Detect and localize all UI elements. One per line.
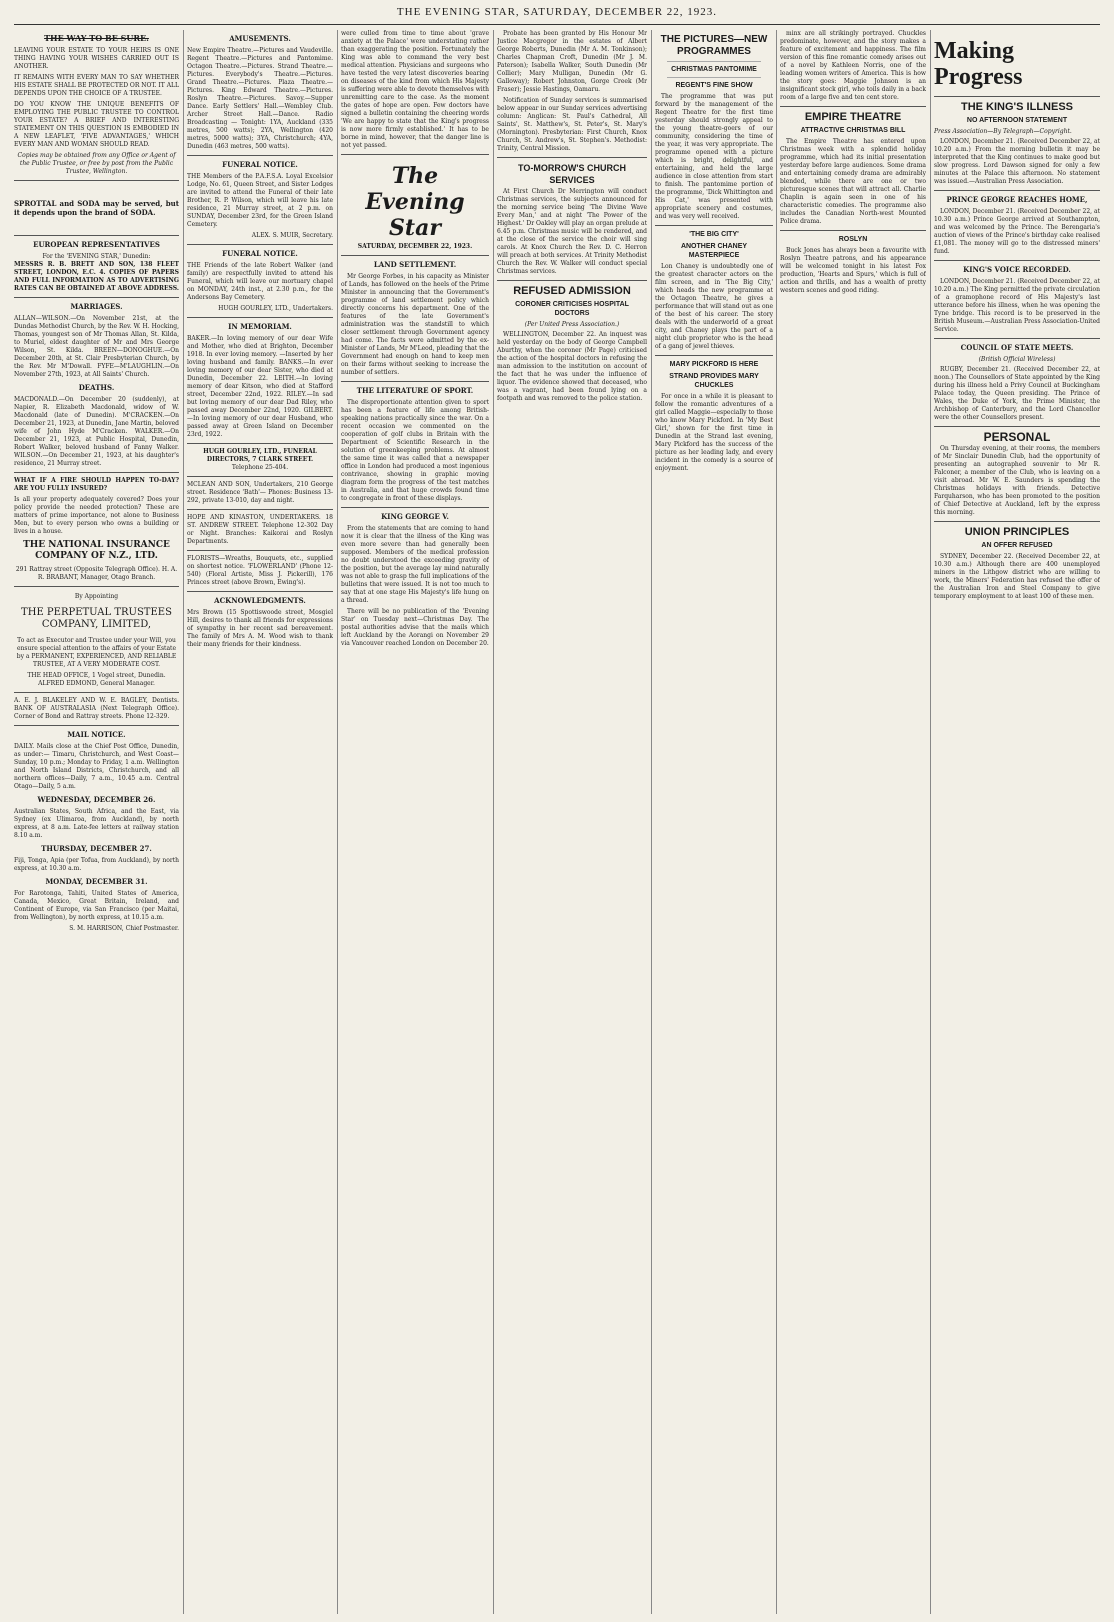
- empire-theatre-body: The Empire Theatre has entered upon Christmas week with a splendid holiday programme, which had its initial presentation yesterday before large audiences. Some drama and entertaining comedy drama are admirably blended, while there are one or two picturesque scenes that will attract all. Charlie Chaplin is again seen in one of his characteristic comedies. The programme also includes the Canadian North-west Mounted Police drama.: [780, 138, 926, 225]
- sunday-notification: Notification of Sunday services is summarised below appear in our Sunday services advertising column: Anglican: St. Paul's Cathedral, All Saints', St. Matthew's, St. Peter's, St. Mary's (Mornington). Presbyterian: First Church, Knox Church, St. Andrew's, St. Stephen's. Methodist: Trinity, Central Mission.: [497, 97, 647, 152]
- refused-admission-body: WELLINGTON, December 22. An inquest was held yesterday on the body of George Campbell Aburthy, when the coroner (Mr Page) criticised the action of the hospital doctors in refusing the man admission to the institution on account of the fact that he was under the influence of liquor. The evidence showed that deceased, who was a vagrant, had been found lying on a footpath and was removed to the police station.: [497, 331, 647, 402]
- kings-voice-heading: KING'S VOICE RECORDED.: [963, 265, 1071, 274]
- kings-illness-body: LONDON, December 21. (Received December 22, at 10.20 a.m.) From the morning bulletin it may be interpreted that the King continues to make good but slow progress. Lord Dawson signed for only a few minutes at the Palace this afternoon. No statement was issued.—Australian Press Association.: [934, 138, 1100, 185]
- acknowledgments-body: Mrs Brown (15 Spottiswoode street, Mosgiel Hill, desires to thank all friends for expressions of sympathy in her recent sad bereavement. The family of Mrs A. M. Wood wish to thank their many friends for their kindness.: [187, 609, 333, 648]
- divider: [14, 235, 179, 236]
- council-of-state-body: RUGBY, December 21. (Received December 22, at noon.) The Counsellors of State appointed by the King during his illness held a Privy Council at Buckingham Palace today, the Queen presiding. The Prince of Wales, the Duke of York, the Prime Minister, the Archbishop of Canterbury, and the Lord Chancellor were the other Counsellors present.: [934, 366, 1100, 421]
- roslyn-heading: ROSLYN: [838, 236, 868, 243]
- christmas-pantomime-heading: CHRISTMAS PANTOMIME: [671, 66, 757, 73]
- public-trustee-text-3: DO YOU KNOW THE UNIQUE BENEFITS OF EMPLOYING THE PUBLIC TRUSTEE TO CONTROL YOUR ESTATE? A BRIEF AND INTERESTING STATEMENT ON THIS QUESTION IS EMBODIED IN A NEW LEAFLET, 'FIVE ADVANTAGES,' WHICH EVERY MAN AND WOMAN SHOULD READ.: [14, 101, 179, 148]
- funeral-notice-body: THE Members of the P.A.F.S.A. Loyal Excelsior Lodge, No. 61, Queen Street, and Sister Lodges are invited to attend the Funeral of their late Brother, R. P. Wilson, which will leave his late residence, 21 Murray street, at 2 p.m. on SUNDAY, December 23rd, for the Green Island Cemetery.: [187, 173, 333, 228]
- refused-admission-subheading: CORONER CRITICISES HOSPITAL DOCTORS: [515, 301, 629, 317]
- prince-george-heading: PRINCE GEORGE REACHES HOME,: [946, 195, 1088, 204]
- column-rule: [183, 30, 184, 1614]
- column-6: [780, 30, 926, 1616]
- deaths-body: MACDONALD.—On December 20 (suddenly), at Napier, R. Elizabeth Macdonald, widow of W. Macdonald (late of Dunedin). M'CRACKEN.—On December 21, 1923, at Dunedin, Jane Martin, beloved wife of John Hyde M'Cracken. WALKER.—On December 21, 1923, at Public Hospital, Dunedin, Robert Walker, beloved husband of Fanny Walker. WILSON.—On December 21, 1923, at his daughter's residence, 21 Murray street.: [14, 396, 179, 467]
- florists-advert: FLORISTS—Wreaths, Bouquets, etc., supplied on shortest notice. 'FLOWERLAND' (Phone 12-540) (Floral Artiste, Miss J. Pickerill), 176 Princes street (above Brown, Ewing's).: [187, 555, 333, 586]
- nic-address: 291 Rattray street (Opposite Telegraph Office). H. A. R. BRABANT, Manager, Otago Branch.: [15, 566, 178, 581]
- amusements-body: New Empire Theatre.—Pictures and Vaudeville. Regent Theatre.—Pictures and Pantomime. Octagon Theatre.—Pictures. Strand Theatre.—Pictures. Everybody's Theatre.—Pictures. Grand Theatre.—Pictures. Plaza Theatre.—Pictures. King Edward Theatre.—Pictures. Roslyn Theatre.—Pictures. Savoy.—Supper Dance. Early Settlers' Hall.—Wembley Club. Archer Street Hall.—Dance. Radio Broadcasting — Tonight: 1YA, Auckland (335 metres, 500 watts); 2YA, Wellington (420 metres, 5000 watts); 3YA, Christchurch; 4YA, Dunedin (463 metres, 500 watts).: [187, 47, 333, 150]
- divider: [187, 550, 333, 551]
- divider: [341, 154, 489, 155]
- dentist-advert: A. E. J. BLAKELEY AND W. E. BAGLEY, Dentists. BANK OF AUSTRALASIA (Next Telegraph Office). Corner of Bond and Rattray streets. Phone 12-329.: [14, 697, 179, 720]
- prince-george-body: LONDON, December 21. (Received December 22, at 10.30 a.m.) Prince George arrived at Southampton, and was welcomed by the Prince. The Berengaria's auction of views of the Prince's birthday cake realised £1,081. The money will go to the distressed miners' fund.: [934, 208, 1100, 255]
- union-principles-subheading: AN OFFER REFUSED: [981, 542, 1053, 549]
- personal-heading: PERSONAL: [983, 430, 1051, 444]
- divider: [187, 591, 333, 592]
- divider: [14, 297, 179, 298]
- soda-advert: SPROTTAL and SODA may be served, but it depends upon the brand of SODA.: [14, 199, 179, 217]
- column-4: [497, 30, 647, 1616]
- divider: [667, 61, 761, 62]
- mail-notice-heading: MAIL NOTICE.: [67, 730, 126, 739]
- divider: [187, 244, 333, 245]
- probate-notice: Probate has been granted by His Honour Mr Justice Macgregor in the estates of Albert George Roberts, Dunedin (Mr A. M. Tonkinson); Charles Chapman Croft, Dunedin (Mr J. M. Paterson); Isabella Walker, South Dunedin (Mr Collier); Mary Mulligan, Dunedin (Mr G. Galloway); Robert Johnston, Gorge Creek (Mr Fraser); Jessie Hastings, Oamaru.: [497, 30, 647, 93]
- divider: [780, 230, 926, 231]
- in-memoriam-heading: IN MEMORIAM.: [228, 322, 292, 331]
- literature-of-sport-body-2: There will be no publication of the 'Evening Star' on Tuesday next—Christmas Day. The postal authorities advise that the mails which left Auckland by the Aorangi on November 29 via Vancouver reached London on December 20.: [341, 608, 489, 647]
- divider: [187, 443, 333, 444]
- church-services-body: At First Church Dr Merrington will conduct Christmas services, the subjects announced for the morning service being 'The Divine Wave Every Man,' and at night 'The Power of the Highest.' Dr Oakley will play an organ prelude at 6.45 p.m. Christmas music will be rendered, and at the close of the service the choir will sing carols. At Knox Church the Rev. D. C. Herron will preach at both services. At Trinity Methodist Church the Rev. W. Walker will conduct special Christmas services.: [497, 188, 647, 275]
- refused-admission-credit: (Per United Press Association.): [524, 321, 620, 328]
- divider: [187, 509, 333, 510]
- divider: [780, 106, 926, 107]
- divider: [341, 255, 489, 256]
- union-principles-body: SYDNEY, December 22. (Received December 22, at 10.30 a.m.) Although there are 400 unemployed miners in the Lithgow district who are willing to work, the Miners' Federation has refused the offer of the Australian Iron and Steel Company to give temporary employment to at least 100 of these men.: [934, 553, 1100, 600]
- divider: [187, 155, 333, 156]
- funeral-notice-2-signature: HUGH GOURLEY, LTD., Undertakers.: [218, 305, 333, 312]
- column-rule: [493, 30, 494, 1614]
- mail-thursday-body: Fiji, Tonga, Apia (per Tofua, from Auckland), by north express, at 10.30 a.m.: [14, 857, 179, 872]
- perpetual-office: THE HEAD OFFICE, 1 Vogel street, Dunedin.: [27, 672, 166, 679]
- insurance-heading: WHAT IF A FIRE SHOULD HAPPEN TO-DAY? ARE YOU FULLY INSURED?: [14, 477, 179, 492]
- deaths-heading: DEATHS.: [78, 383, 115, 392]
- mail-thursday-heading: THURSDAY, DECEMBER 27.: [41, 844, 152, 853]
- kings-illness-heading: THE KING'S ILLNESS: [960, 101, 1073, 113]
- divider: [934, 426, 1100, 427]
- pictures-heading: THE PICTURES—NEW PROGRAMMES: [660, 34, 768, 57]
- column-1: [14, 30, 179, 1616]
- union-principles-heading: UNION PRINCIPLES: [964, 526, 1070, 538]
- column-rule: [337, 30, 338, 1614]
- empire-theatre-heading: EMPIRE THEATRE: [804, 111, 902, 123]
- hope-advert: HOPE AND KINASTON, UNDERTAKERS. 18 ST. ANDREW STREET. Telephone 12-302 Day or Night. Branches: Kaikorai and Roslyn Departments.: [187, 514, 333, 545]
- mail-wednesday-heading: WEDNESDAY, DECEMBER 26.: [37, 795, 156, 804]
- pickford-heading: MARY PICKFORD IS HERE: [669, 361, 759, 368]
- mail-monday-heading: MONDAY, DECEMBER 31.: [45, 877, 148, 886]
- perpetual-manager: ALFRED EDMOND, General Manager.: [38, 680, 155, 687]
- column-rule: [651, 30, 652, 1614]
- divider: [14, 586, 179, 587]
- king-george-body: From the statements that are coming to hand now it is clear that the illness of the King was even more severe than had generally been supposed. Members of the medical profession no doubt understood the exceeding gravity of the position, but the average lay mind naturally was not able to grasp the full implications of the bulletins that were issued. It is not too much to say that at one stage His Majesty's life hung on a thread.: [341, 525, 489, 604]
- divider: [341, 381, 489, 382]
- divider: [14, 472, 179, 473]
- gourley-telephone: Telephone 25-404.: [231, 464, 289, 471]
- pickford-continued: minx are all strikingly portrayed. Chuckles predominate, however, and the story makes a feature of excitement and happiness. The film version of this fine romantic comedy arises out of a novel by Kathleen Norris, one of the leading women writers of America. This is how the story goes: Maggie Johnson is an insignificant stock girl, who toils daily in a back room of a large five and ten cent store.: [780, 30, 926, 101]
- perpetual-trustees-body: To act as Executor and Trustee under your Will, you ensure special attention to the affairs of your Estate by a PERMANENT, EXPERIENCED, AND RELIABLE TRUSTEE, AT A VERY MODERATE COST.: [16, 637, 177, 668]
- column-rule: [776, 30, 777, 1614]
- refused-admission-heading: REFUSED ADMISSION: [513, 285, 631, 297]
- divider: [667, 77, 761, 78]
- divider: [934, 190, 1100, 191]
- mail-monday-body: For Rarotonga, Tahiti, United States of America, Canada, Mexico, Great Britain, Ireland, and Continent of Europe, via San Francisco (per Maitai, from Wellington), by north express, at 10.15 a.m.: [14, 890, 179, 921]
- in-memoriam-body: BAKER.—In loving memory of our dear Wife and Mother, who died at Brighton, December 1918. In ever loving memory. —Inserted by her loving husband and family. BANKS.—In ever loving memory of our dear Sister, who died at Dunedin, December 22. LEITH.—In loving memory of dear Kitson, who died at Stafford street, December 22nd, 1922. RILEY.—In sad but loving memory of our dear Dad Riley, who passed away December 22nd, 1920. GILBERT.—In loving memory of our dear Husband, who passed away at Green Island on December 23rd, 1922.: [187, 335, 333, 438]
- empire-theatre-subheading: ATTRACTIVE CHRISTMAS BILL: [800, 127, 906, 134]
- acknowledgments-heading: ACKNOWLEDGMENTS.: [214, 596, 306, 605]
- marriages-body: ALLAN—WILSON.—On November 21st, at the Dundas Methodist Church, by the Rev. W. H. Hocking, Thomas, youngest son of Mr Thomas Allan, St. Kilda, to Muriel, eldest daughter of Mr and Mrs George Wilson, St. Kilda. BREEN—DONOGHUE.—On December 20th, at St. Clair Presbyterian Church, by the Rev. Mr M'Dowall. FYFE—M'LAUGHLIN.—On November 27th, 1923, at All Saints' Church.: [14, 315, 179, 378]
- mail-wednesday-body: Australian States, South Africa, and the East, via Sydney (ex Ulimaroa, from Auckland), by north express, at 8 a.m. Late-fee letters at railway station 8.10 a.m.: [14, 808, 179, 839]
- nic-name: THE NATIONAL INSURANCE COMPANY OF N.Z., LTD.: [23, 540, 170, 561]
- amusements-heading: AMUSEMENTS.: [229, 34, 291, 43]
- pickford-body: For once in a while it is pleasant to follow the romantic adventures of a girl called Maggie—especially to those who know Mary Pickford. In 'My Best Girl,' shown for the first time in Dunedin at the Strand last evening, Mary Pickford has the success of the picture as her leading lady, and every incident in the comedy is a source of enjoyment.: [655, 393, 773, 472]
- land-settlement-body: Mr George Forbes, in his capacity as Minister of Lands, has followed on the heels of the Prime Minister in announcing that the Government's programme of land settlement policy which directly concerns his department. One of the features of the late Government's administration was the standstill to which closer settlement through Government agency had come. The facts were admitted by the ex-Minister of Lands, Mr M'Leod, pleading that the Government had enough on hand to keep men on their farms without seeking to increase the number of settlers.: [341, 273, 489, 376]
- divider: [187, 476, 333, 477]
- public-trustee-text-2: IT REMAINS WITH EVERY MAN TO SAY WHETHER HIS ESTATE SHALL BE PROTECTED OR NOT. IT ALL DEPENDS UPON THE CHOICE OF A TRUSTEE.: [14, 74, 179, 97]
- big-city-subheading: ANOTHER CHANEY MASTERPIECE: [680, 243, 748, 259]
- public-trustee-heading: THE WAY TO BE SURE.: [44, 33, 149, 43]
- gourley-advert: HUGH GOURLEY, LTD., FUNERAL DIRECTORS, 7 CLARK STREET.: [203, 448, 317, 463]
- king-george-heading: KING GEORGE V.: [381, 512, 449, 521]
- land-settlement-heading: LAND SETTLEMENT.: [373, 260, 457, 269]
- literature-of-sport-heading: THE LITERATURE OF SPORT.: [356, 386, 474, 395]
- roslyn-body: Buck Jones has always been a favourite with Roslyn Theatre patrons, and his appearance will be welcomed tonight in his latest Fox production, 'Hearts and Spurs,' which is full of action and thrills, and has a wealth of pretty western scenes and good riding.: [780, 247, 926, 294]
- pickford-subheading: STRAND PROVIDES MARY CHUCKLES: [669, 373, 759, 389]
- divider: [934, 96, 1100, 97]
- masthead-title: THE EVENING STAR, SATURDAY, DECEMBER 22, 1923.: [396, 6, 718, 18]
- divider: [187, 317, 333, 318]
- insurance-body: Is all your property adequately covered? Does your policy provide the needed protection? These are matters of prime importance, not alone to Business Men, but to every person who owns a building or lives in a house.: [14, 496, 179, 535]
- regent-heading: REGENT'S FINE SHOW: [675, 82, 753, 89]
- mail-signature: S. M. HARRISON, Chief Postmaster.: [69, 925, 179, 932]
- divider: [14, 692, 179, 693]
- european-reps-sub: For the 'EVENING STAR,' Dunedin:: [42, 253, 151, 260]
- masthead-rule: [14, 24, 1100, 25]
- big-city-body: Lon Chaney is undoubtedly one of the greatest character actors on the film screen, and in 'The Big City,' which heads the new programme at the Octagon Theatre, he gives a performance that will stand out as one of the best of his career. The story deals with the underworld of a great city, and Chaney plays the part of a night club proprietor who is the head of a gang of jewel thieves.: [655, 263, 773, 350]
- public-trustee-footer: Copies may be obtained from any Office or Agent of the Public Trustee, or free by post from the Public Trustee, Wellington.: [17, 152, 176, 175]
- european-reps-body: MESSRS R. B. BRETT AND SON, 138 FLEET STREET, LONDON, E.C. 4. COPIES OF PAPERS AND FULL INFORMATION AS TO ADVERTISING RATES CAN BE OBTAINED AT ABOVE ADDRESS.: [14, 261, 179, 292]
- editorial-continued: were culled from time to time about 'grave anxiety at the Palace' were understating rather than exaggerating the position. Fortunately the King was able to command the very best medical attention. Physicians and surgeons who have tested the very latest discoveries bearing on diseases of the kind from which His Majesty is suffering were able to devote themselves with unremitting care to the case. As the moment the gates of hope are open. Few doctors have signed a bulletin containing the cheering words 'We are happy to state that the King's progress is now more firmly established.' It has to be borne in mind, however, that the danger line is not yet passed.: [341, 30, 489, 149]
- public-trustee-text: LEAVING YOUR ESTATE TO YOUR HEIRS IS ONE THING HAVING YOUR WISHES CARRIED OUT IS ANOTHER.: [14, 47, 179, 70]
- church-services-heading: TO-MORROW'S CHURCH SERVICES: [518, 163, 626, 185]
- council-of-state-credit: (British Official Wireless): [978, 356, 1056, 363]
- divider: [934, 338, 1100, 339]
- perpetual-trustees-name: THE PERPETUAL TRUSTEES COMPANY, LIMITED,: [21, 607, 172, 630]
- evening-star-date: SATURDAY, DECEMBER 22, 1923.: [357, 243, 473, 250]
- divider: [934, 260, 1100, 261]
- mclean-advert: MCLEAN AND SON, Undertakers, 210 George street. Residence 'Bath'— Phones: Business 13-292, private 13-010, day and night.: [187, 481, 333, 504]
- evening-star-title: The Evening Star: [365, 163, 465, 241]
- council-of-state-heading: COUNCIL OF STATE MEETS.: [960, 343, 1074, 352]
- divider: [341, 507, 489, 508]
- funeral-notice-2-heading: FUNERAL NOTICE.: [222, 249, 298, 258]
- funeral-notice-2-body: THE Friends of the late Robert Walker (and family) are respectfully invited to attend his Funeral, which will leave our mortuary chapel on MONDAY, 24th inst., at 2.30 p.m., for the Andersons Bay Cemetery.: [187, 262, 333, 301]
- literature-of-sport-body: The disproportionate attention given to sport has been a feature of life among British-speaking nations practically since the war. On a recent occasion we commented on the cooperation of golf clubs in Britain with the Department of Scientific Research in the solution of greenkeeping problems. At almost the same time it was called that a newspaper office in London had produced a most ingenious contrivance, showing in graphic moving diagram form the progress of the test matches in Australia, and that huge crowds found time to congregate in front of these displays.: [341, 399, 489, 502]
- making-progress-title: Making Progress: [934, 38, 1023, 90]
- no-afternoon-statement-heading: NO AFTERNOON STATEMENT: [966, 117, 1068, 124]
- column-2: [187, 30, 333, 1616]
- divider: [14, 180, 179, 181]
- press-credit: Press Association—By Telegraph—Copyright.: [934, 128, 1072, 135]
- european-reps-heading: EUROPEAN REPRESENTATIVES: [33, 240, 160, 249]
- divider: [497, 157, 647, 158]
- divider: [655, 355, 773, 356]
- column-3: [341, 30, 489, 1616]
- funeral-notice-heading: FUNERAL NOTICE.: [222, 160, 298, 169]
- divider: [497, 280, 647, 281]
- big-city-heading: 'THE BIG CITY': [689, 231, 739, 238]
- appointing-text: By Appointing: [74, 593, 119, 600]
- column-rule: [930, 30, 931, 1614]
- personal-body: On Thursday evening, at their rooms, the members of Mr Sinclair Dunedin Club, had the opportunity of presenting an autographed souvenir to Mr R. Falconer, a member of the Club, who is leaving on a visit abroad. Mr W. E. Saunders is spending the Christmas holidays with friends. Detective Farquharson, who has been promoted to the position of Chief Detective at Auckland, left by the express this morning.: [934, 445, 1100, 516]
- marriages-heading: MARRIAGES.: [70, 302, 123, 311]
- divider: [14, 725, 179, 726]
- column-5: [655, 30, 773, 1616]
- kings-voice-body: LONDON, December 21. (Received December 22, at 10.20 a.m.) The King permitted the private circulation of a gramophone record of His Majesty's last utterance before his illness, when he was opening the Tyne bridge. This record is to be preserved in the British Museum.—Australian Press Association-United Service.: [934, 278, 1100, 333]
- regent-body: The programme that was put forward by the management of the Regent Theatre for the first time yesterday should strongly appeal to the young theatre-goers of our community, considering the time of the year, it was very appropriate. The programme opened with a picture which is bright, delightful, and entertaining, and held the large audience in close attention from start to finish. The pantomime portion of the programme, 'Dick Whittington and His Cat,' was presented with appropriate scenery and costumes, and was very well received.: [655, 93, 773, 220]
- divider: [655, 225, 773, 226]
- funeral-notice-signature: ALEX. S. MUIR, Secretary.: [251, 232, 333, 239]
- column-7: [934, 30, 1100, 1616]
- mail-notice-body: DAILY. Mails close at the Chief Post Office, Dunedin, as under:— Timaru, Christchurch, and West Coast—Sunday, 10 p.m.; Monday to Friday, 1 a.m. Wellington and North Island Districts, Christchurch, and all northern offices—Daily, 7 a.m., 10.45 a.m. Central Otago—Daily, 5 a.m.: [14, 743, 179, 790]
- divider: [934, 521, 1100, 522]
